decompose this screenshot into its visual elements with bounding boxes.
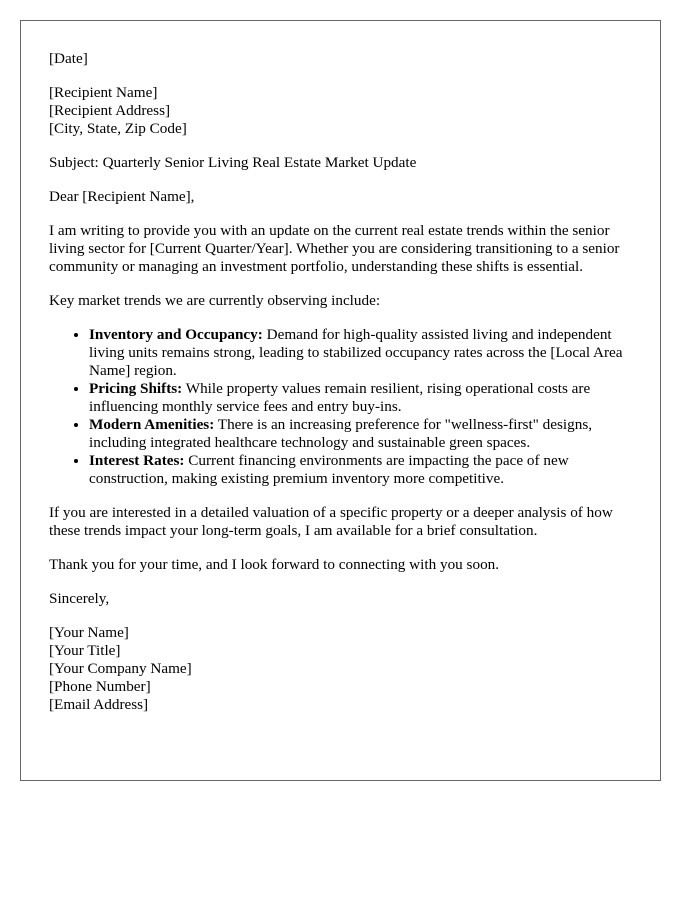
subject-line: Subject: Quarterly Senior Living Real Estate Market Update bbox=[49, 154, 417, 171]
letter bbox=[20, 20, 661, 781]
salutation: Dear [Recipient Name], bbox=[49, 188, 195, 205]
trend-text: There is an increasing preference for "wellness-first" designs, including integrated healthcare technology and sustainable green spaces. bbox=[89, 416, 593, 451]
signature-company: [Your Company Name] bbox=[49, 660, 192, 677]
trend-text: While property values remain resilient, rising operational costs are influencing monthly service fees and entry buy-ins. bbox=[89, 380, 591, 415]
trends-intro: Key market trends we are currently observing include: bbox=[49, 292, 381, 309]
list-item bbox=[89, 380, 631, 416]
signature-email: [Email Address] bbox=[49, 696, 149, 713]
trend-term: Pricing Shifts: bbox=[89, 380, 183, 397]
signature-name: [Your Name] bbox=[49, 624, 129, 641]
closing: Sincerely, bbox=[49, 590, 110, 607]
signature-block bbox=[49, 624, 631, 714]
recipient-block bbox=[49, 84, 631, 138]
trend-term: Interest Rates: bbox=[89, 452, 185, 469]
trends-list bbox=[49, 326, 631, 488]
trend-term: Inventory and Occupancy: bbox=[89, 326, 263, 343]
recipient-name: [Recipient Name] bbox=[49, 84, 158, 101]
trend-term: Modern Amenities: bbox=[89, 416, 215, 433]
trend-text: Demand for high-quality assisted living and independent living units remains strong, leading to stabilized occupancy rates across the [Local Area Name] region. bbox=[89, 326, 623, 379]
trend-text: Current financing environments are impacting the pace of new construction, making existing premium inventory more competitive. bbox=[89, 452, 569, 487]
recipient-city-state-zip: [City, State, Zip Code] bbox=[49, 120, 187, 137]
consultation-paragraph: If you are interested in a detailed valuation of a specific property or a deeper analysis of how these trends impact your long-term goals, I am available for a brief consultation. bbox=[49, 504, 613, 539]
thanks-paragraph: Thank you for your time, and I look forward to connecting with you soon. bbox=[49, 556, 500, 573]
signature-title: [Your Title] bbox=[49, 642, 121, 659]
letter-date: [Date] bbox=[49, 50, 88, 67]
list-item bbox=[89, 326, 631, 380]
recipient-address: [Recipient Address] bbox=[49, 102, 171, 119]
intro-paragraph: I am writing to provide you with an update on the current real estate trends within the senior living sector for [Current Quarter/Year]. Whether you are considering transitioning to a senior community or managing an investment portfolio, understanding these shifts is essential. bbox=[49, 222, 620, 275]
list-item bbox=[89, 416, 631, 452]
signature-phone: [Phone Number] bbox=[49, 678, 151, 695]
list-item bbox=[89, 452, 631, 488]
